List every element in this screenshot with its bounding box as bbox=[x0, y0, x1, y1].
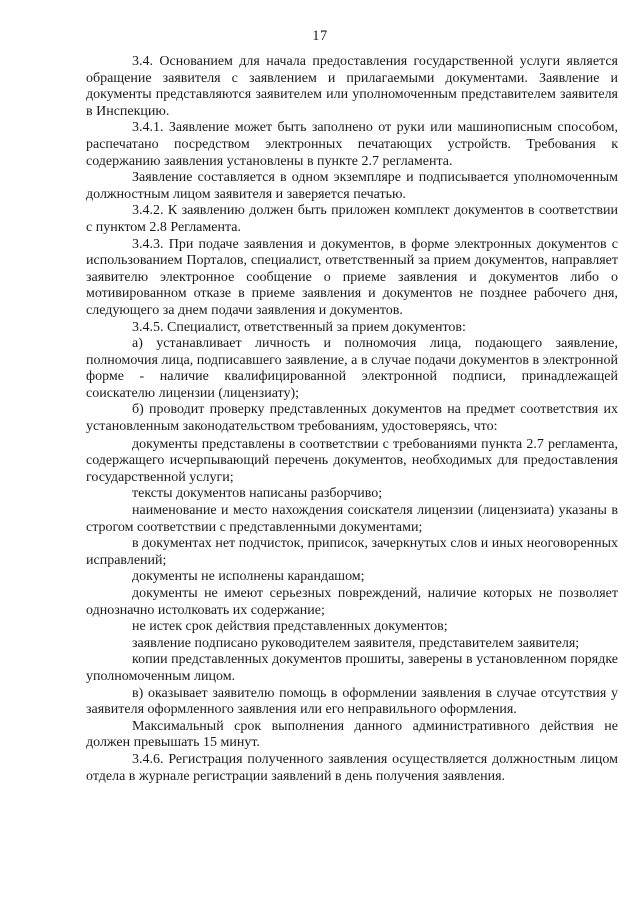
paragraph-3-4-5: 3.4.5. Специалист, ответственный за прием документов: bbox=[132, 319, 466, 335]
paragraph-3-4-2: 3.4.2. К заявлению должен быть приложен комплект документов в соответствии с пунктом 2.8 Регламента. bbox=[86, 203, 618, 235]
paragraph-3-4-1: 3.4.1. Заявление может быть заполнено от руки или машинописным способом, распечатано посредством электронных печатающих устройств. Требования к содержанию заявления установлены в пункте 2.7 регламента. bbox=[86, 120, 618, 169]
page-number: 17 bbox=[312, 28, 328, 44]
check-item: тексты документов написаны разборчиво; bbox=[132, 486, 383, 502]
check-item: документы не имеют серьезных повреждений, наличие которых не позволяет однозначно истолковать их содержание; bbox=[86, 586, 618, 618]
list-item-b: б) проводит проверку представленных документов на предмет соответствия их установленным законодательством требованиям, удостоверяясь, что: bbox=[86, 402, 618, 435]
check-item: наименование и место нахождения соискателя лицензии (лицензиата) указаны в строгом соответствии с представленными документами; bbox=[86, 503, 618, 535]
paragraph-3-4: 3.4. Основанием для начала предоставления государственной услуги является обращение заявителя с заявлением и прилагаемыми документами. Заявление и документы представляются заявителем или уполномоченным представителем заявителя в Инспекцию. bbox=[86, 54, 618, 119]
check-item: не истек срок действия представленных документов; bbox=[132, 619, 448, 635]
paragraph-max-time: Максимальный срок выполнения данного административного действия не должен превышать 15 минут. bbox=[86, 718, 618, 751]
paragraph-application-copy: Заявление составляется в одном экземпляре и подписывается уполномоченным должностным лицом заявителя и заверяется печатью. bbox=[86, 170, 618, 202]
check-item: в документах нет подчисток, приписок, зачеркнутых слов и иных неоговоренных исправлений; bbox=[86, 536, 618, 568]
check-item: заявление подписано руководителем заявителя, представителем заявителя; bbox=[132, 635, 580, 651]
document-body bbox=[86, 54, 618, 785]
check-item: документы не исполнены карандашом; bbox=[132, 569, 365, 585]
list-item-a: а) устанавливает личность и полномочия лица, подающего заявление, полномочия лица, подписавшего заявление, а в случае подачи документов в электронной форме - наличие квалифицированной электронной подписи, принадлежащей соискателю лицензии (лицензиату); bbox=[86, 336, 618, 401]
paragraph-3-4-3: 3.4.3. При подаче заявления и документов, в форме электронных документов с использованием Порталов, специалист, ответственный за прием документов, направляет заявителю электронное сообщение о приеме заявления и документов либо о мотивированном отказе в приеме заявления и документов не позднее рабочего дня, следующего за днем подачи заявления и документов. bbox=[86, 236, 618, 318]
check-item: документы представлены в соответствии с требованиями пункта 2.7 регламента, содержащего исчерпывающий перечень документов, необходимых для предоставления государственной услуги; bbox=[86, 436, 618, 485]
check-item: копии представленных документов прошиты, заверены в установленном порядке уполномоченным лицом. bbox=[86, 652, 618, 684]
paragraph-3-4-6: 3.4.6. Регистрация полученного заявления осуществляется должностным лицом отдела в журнале регистрации заявлений в день получения заявления. bbox=[86, 751, 618, 784]
list-item-v: в) оказывает заявителю помощь в оформлении заявления в случае отсутствия у заявителя оформленного заявления или его неправильного оформления. bbox=[86, 685, 618, 718]
